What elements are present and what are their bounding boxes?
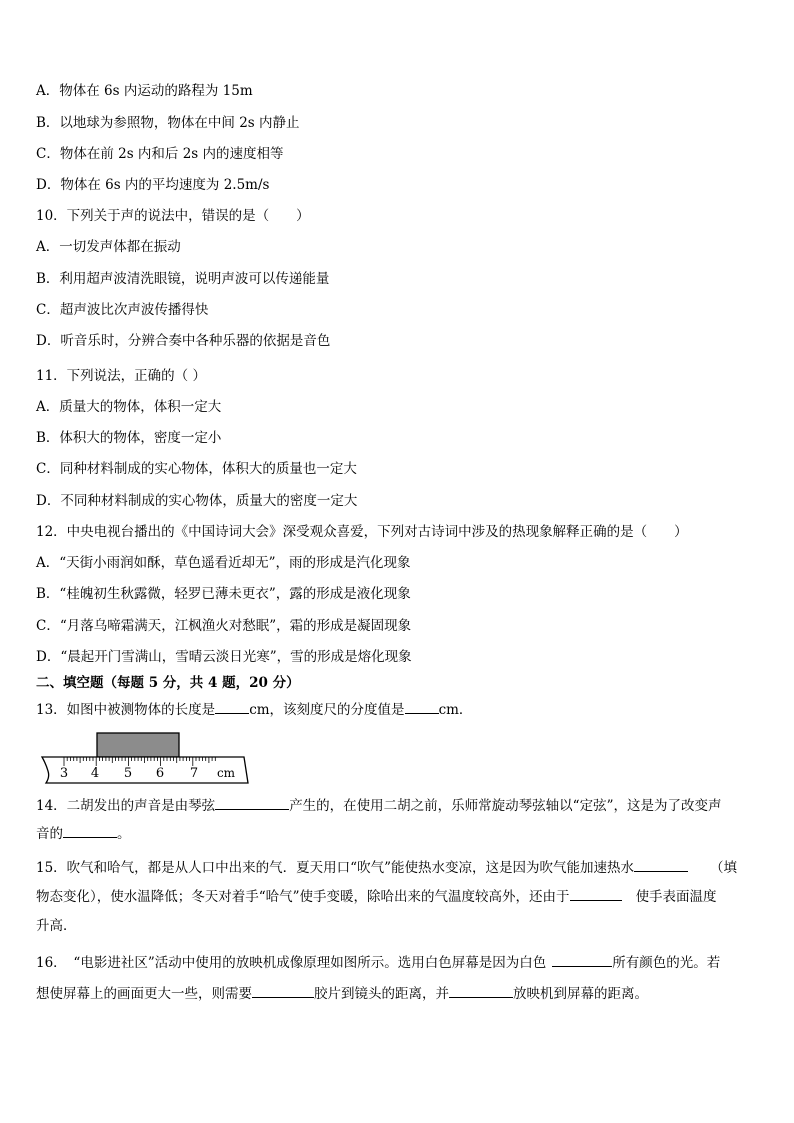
q13-text-part2: cm，该刻度尺的分度值是 [249,702,405,718]
q15-line2 [36,888,717,906]
q11-option-b: B．体积大的物体，密度一定小 [36,430,222,446]
q12-stem: 12．中央电视台播出的《中国诗词大会》深受观众喜爱，下列对古诗词中涉及的热现象解释正确的是（ ） [36,524,688,540]
q16-text-part4: 胶片到镜头的距离，并 [314,986,449,1002]
q11-option-a: A．质量大的物体，体积一定大 [36,399,222,415]
q9-option-d: D．物体在 6s 内的平均速度为 2.5m/s [36,177,270,193]
q15-text-part3: 物态变化），使水温降低；冬天对着手“哈气”使手变暖，除哈出来的气温度较高外，还由于 [36,889,570,905]
q11-option-d: D．不同种材料制成的实心物体，质量大的密度一定大 [36,493,358,509]
q15-text-part4: 使手表面温度 [635,889,717,905]
q16-text-part3: 想使屏幕上的画面更大一些，则需要 [36,986,252,1002]
q10-stem: 10．下列关于声的说法中，错误的是（ ） [36,208,310,224]
q12-option-c: C．“月落乌啼霜满天，江枫渔火对愁眠”，霜的形成是凝固现象 [36,618,412,634]
q14-text-part4: 。 [117,826,131,842]
ruler-unit-label: cm [216,766,236,780]
q16-blank-reflect[interactable] [552,954,612,967]
q16-text-part1: 16． “电影进社区”活动中使用的放映机成像原理如图所示。选用白色屏幕是因为白色 [36,955,547,971]
q14-text-part1: 14．二胡发出的声音是由琴弦 [36,798,216,814]
q13-text-part1: 13．如图中被测物体的长度是 [36,702,216,718]
q13-text-part3: cm． [438,702,473,718]
tick-label-5: 5 [123,766,133,781]
q14-blank-source[interactable] [215,797,289,810]
q9-option-a: A．物体在 6s 内运动的路程为 15m [36,83,253,99]
q15-text-part1: 15．吹气和哈气，都是从人口中出来的气．夏天用口“吹气”能使热水变凉，这是因为吹气能加速热水 [36,860,634,876]
tick-label-7: 7 [189,766,199,781]
q14-line1 [36,797,722,815]
q16-blank-film-distance[interactable] [252,985,314,998]
q16-text-part5: 放映机到屏幕的距离。 [513,986,648,1002]
q16-line2 [36,985,648,1003]
q16-blank-screen-distance[interactable] [449,985,513,998]
q14-blank-property[interactable] [63,825,117,838]
q14-text-part2: 产生的，在使用二胡之前，乐师常旋动琴弦轴以“定弦”，这是为了改变声 [289,798,722,814]
q15-text-part2: （填 [709,860,737,876]
q16-line1 [36,954,720,972]
q10-option-a: A．一切发声体都在振动 [36,239,181,255]
q9-option-c: C．物体在前 2s 内和后 2s 内的速度相等 [36,146,284,162]
q11-stem: 11．下列说法，正确的（ ） [36,368,206,384]
q13-text [36,701,472,719]
q10-option-c: C．超声波比次声波传播得快 [36,302,209,318]
q10-option-d: D．听音乐时，分辨合奏中各种乐器的依据是音色 [36,333,331,349]
q14-text-part3: 音的 [36,826,63,842]
q11-option-c: C．同种材料制成的实心物体，体积大的质量也一定大 [36,461,357,477]
q12-option-d: D．“晨起开门雪满山，雪晴云淡日光寒”，雪的形成是熔化现象 [36,649,412,665]
q14-line2 [36,825,131,843]
q15-line3: 升高． [36,918,77,934]
q16-text-part2: 所有颜色的光。若 [612,955,721,971]
tick-label-3: 3 [59,766,69,781]
q12-option-b: B．“桂魄初生秋露微，轻罗已薄未更衣”，露的形成是液化现象 [36,586,411,602]
q15-blank-reason[interactable] [570,888,622,901]
q9-option-b: B．以地球为参照物，物体在中间 2s 内静止 [36,115,300,131]
q13-blank-division[interactable] [405,701,439,714]
measured-object [97,733,179,757]
q12-option-a: A．“天街小雨润如酥，草色遥看近却无”，雨的形成是汽化现象 [36,555,411,571]
q10-option-b: B．利用超声波清洗眼镜，说明声波可以传递能量 [36,271,330,287]
q15-blank-change[interactable] [634,859,688,872]
tick-label-4: 4 [90,766,100,781]
section-heading-fill-in: 二、填空题（每题 5 分，共 4 题，20 分） [36,675,300,691]
ruler-figure [40,730,250,786]
q13-blank-length[interactable] [215,701,249,714]
q15-line1 [36,859,737,877]
tick-label-6: 6 [155,766,165,781]
